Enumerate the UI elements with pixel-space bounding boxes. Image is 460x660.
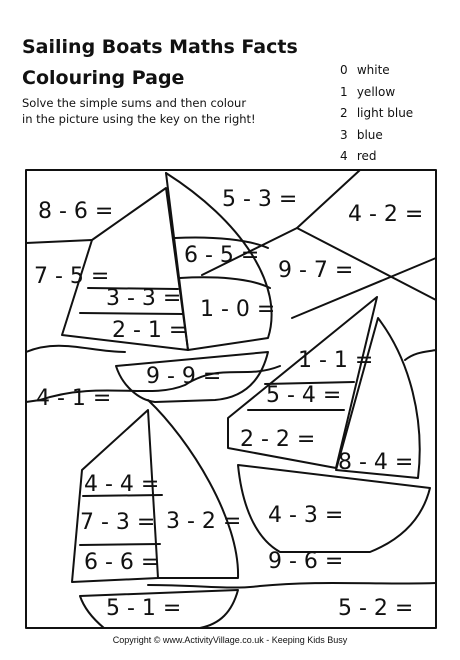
sum-label: 1 - 0 =	[200, 297, 276, 322]
key-number: 2	[340, 106, 348, 120]
sum-label: 9 - 9 =	[146, 364, 222, 389]
key-colour: light blue	[356, 106, 414, 120]
key-colour: red	[356, 149, 377, 163]
sum-label: 4 - 1 =	[36, 386, 112, 411]
sum-label: 4 - 4 =	[84, 472, 160, 497]
sum-label: 1 - 1 =	[298, 348, 374, 373]
sum-label: 5 - 4 =	[266, 383, 342, 408]
boat-c-main-sail	[148, 400, 238, 578]
sum-label: 6 - 5 =	[184, 243, 260, 268]
sum-label: 4 - 2 =	[348, 202, 424, 227]
sea-line	[405, 350, 436, 360]
title-line-2: Colouring Page	[22, 67, 185, 89]
sum-label: 2 - 2 =	[240, 427, 316, 452]
sum-label: 9 - 7 =	[278, 258, 354, 283]
key-number: 4	[340, 149, 348, 163]
sum-label: 3 - 3 =	[106, 286, 182, 311]
sum-label: 5 - 1 =	[106, 596, 182, 621]
instructions-line-1: Solve the simple sums and then colour	[22, 96, 247, 110]
key-number: 0	[340, 63, 348, 77]
sum-label: 7 - 5 =	[34, 264, 110, 289]
key-colour: blue	[356, 127, 383, 142]
boat-c-jib-stripe	[80, 544, 160, 545]
sea-line	[26, 346, 125, 352]
boat-a-main-stripe	[180, 277, 270, 288]
sum-label: 8 - 6 =	[38, 199, 114, 224]
sky-line	[26, 240, 92, 243]
sum-label: 9 - 6 =	[268, 549, 344, 574]
key-colour: yellow	[356, 84, 396, 99]
copyright-footer: Copyright © www.ActivityVillage.co.uk - Keeping Kids Busy	[112, 635, 348, 645]
title-line-1: Sailing Boats Maths Facts	[22, 36, 298, 58]
sum-label: 6 - 6 =	[84, 550, 160, 575]
key-colour: white	[356, 63, 390, 77]
instructions-line-2: in the picture using the key on the right!	[22, 112, 256, 126]
sea-line	[148, 583, 436, 588]
key-number: 3	[340, 127, 348, 142]
sum-label: 2 - 1 =	[112, 318, 188, 343]
key-number: 1	[340, 84, 348, 99]
sum-label: 7 - 3 =	[80, 510, 156, 535]
sum-label: 8 - 4 =	[338, 450, 414, 475]
sum-label: 5 - 2 =	[338, 596, 414, 621]
sum-label: 3 - 2 =	[166, 509, 242, 534]
sum-label: 4 - 3 =	[268, 503, 344, 528]
boat-a-jib-stripe	[80, 313, 183, 314]
sum-label: 5 - 3 =	[222, 187, 298, 212]
